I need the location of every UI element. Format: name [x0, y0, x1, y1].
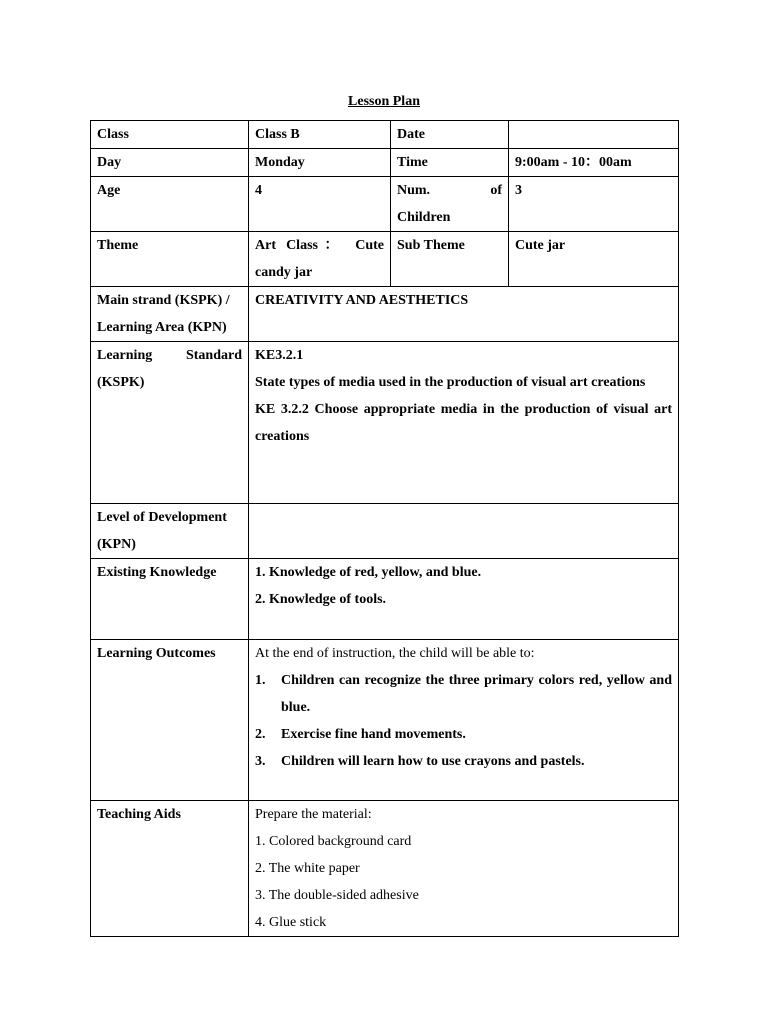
level-value [249, 504, 679, 559]
teaching-aids-cell [249, 801, 679, 937]
existing-knowledge-item: 1. Knowledge of red, yellow, and blue. [255, 565, 482, 580]
time-label: Time [391, 149, 509, 177]
document-title: Lesson Plan [348, 94, 420, 109]
row-level-of-development [91, 504, 679, 559]
standard-code-1: KE3.2.1 [255, 348, 304, 363]
learning-outcomes-cell [249, 640, 679, 801]
teaching-aids-label: Teaching Aids [91, 801, 249, 937]
date-value [509, 121, 679, 149]
learning-outcomes-label: Learning Outcomes [91, 640, 249, 801]
learning-outcome-item [255, 721, 672, 748]
outcome-number: 2. [255, 727, 266, 742]
existing-knowledge-cell [249, 559, 679, 640]
learning-outcome-item [255, 748, 672, 775]
row-learning-standard [91, 342, 679, 504]
row-age [91, 177, 679, 232]
standard-text-2: KE 3.2.2 Choose appropriate media in the production of visual art creations [255, 402, 672, 444]
age-label: Age [91, 177, 249, 232]
sub-theme-label: Sub Theme [391, 232, 509, 287]
outcome-text: Exercise fine hand movements. [281, 727, 466, 742]
row-class [91, 121, 679, 149]
learning-outcomes-intro: At the end of instruction, the child will be able to: [255, 646, 535, 661]
num-children-label: Num. of Children [391, 177, 509, 232]
age-value: 4 [249, 177, 391, 232]
learning-outcome-item [255, 667, 672, 721]
date-label: Date [391, 121, 509, 149]
learning-standard-label: Learning Standard (KSPK) [91, 342, 249, 504]
row-theme [91, 232, 679, 287]
existing-knowledge-item: 2. Knowledge of tools. [255, 592, 387, 607]
outcome-number: 3. [255, 754, 266, 769]
learning-standard-cell [249, 342, 679, 504]
existing-knowledge-label: Existing Knowledge [91, 559, 249, 640]
class-label: Class [91, 121, 249, 149]
teaching-aid-item: 1. Colored background card [255, 834, 412, 849]
teaching-aid-item: 3. The double-sided adhesive [255, 888, 419, 903]
theme-label: Theme [91, 232, 249, 287]
main-strand-label: Main strand (KSPK) / Learning Area (KPN) [91, 287, 249, 342]
level-label: Level of Development (KPN) [91, 504, 249, 559]
row-learning-outcomes [91, 640, 679, 801]
outcome-text: Children can recognize the three primary colors red, yellow and blue. [281, 673, 672, 715]
num-children-value: 3 [509, 177, 679, 232]
row-main-strand [91, 287, 679, 342]
lesson-plan-table [90, 120, 679, 937]
row-teaching-aids [91, 801, 679, 937]
standard-text-1: State types of media used in the production of visual art creations [255, 375, 646, 390]
teaching-aid-item: 2. The white paper [255, 861, 360, 876]
class-value: Class B [249, 121, 391, 149]
row-day [91, 149, 679, 177]
teaching-aid-item: 4. Glue stick [255, 915, 327, 930]
outcome-number: 1. [255, 673, 266, 688]
theme-value: Art Class： Cute candy jar [249, 232, 391, 287]
day-value: Monday [249, 149, 391, 177]
teaching-aids-intro: Prepare the material: [255, 807, 372, 822]
row-existing-knowledge [91, 559, 679, 640]
sub-theme-value: Cute jar [509, 232, 679, 287]
day-label: Day [91, 149, 249, 177]
outcome-text: Children will learn how to use crayons and pastels. [281, 754, 585, 769]
main-strand-value: CREATIVITY AND AESTHETICS [249, 287, 679, 342]
time-value: 9:00am - 10：00am [509, 149, 679, 177]
